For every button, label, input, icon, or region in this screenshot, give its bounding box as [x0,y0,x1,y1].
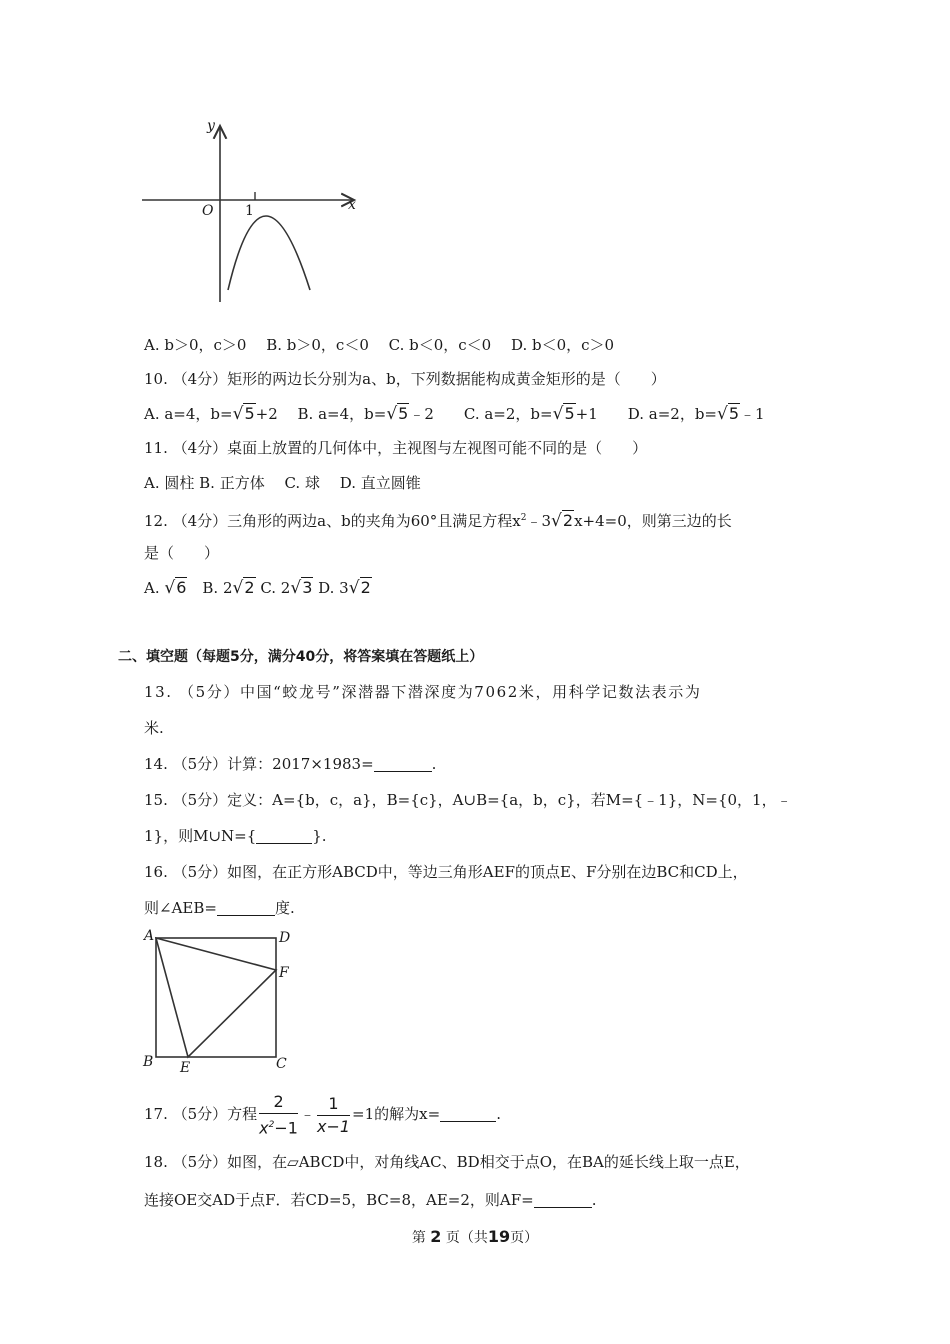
q10-stem: 10. （4分）矩形的两边长分别为a、b，下列数据能构成黄金矩形的是（ ） [144,370,666,388]
q13-line2: 米. [144,719,164,737]
q16-text: 则∠AEB= [144,899,217,917]
square-figure [140,924,300,1076]
q10-opt-b: +2 B. a=4，b= [255,405,387,423]
parabola-curve [228,216,310,290]
page-number: 2 [430,1227,442,1246]
q15-line2 [144,826,327,846]
footer-text: 第 [411,1230,426,1246]
q17-minus: ﹣ [299,1105,315,1123]
q17 [144,1090,501,1138]
page-footer [0,1227,950,1247]
footer-text: 页） [510,1230,539,1246]
q16-end: 度. [274,899,295,917]
q14-text: 14. （5分）计算：2017×1983= [144,755,374,773]
q17-text: 17. （5分）方程 [144,1105,258,1123]
q17-end: . [496,1105,501,1123]
square-abcd [156,938,276,1057]
q18-line1: 18. （5分）如图，在▱ABCD中，对角线AC、BD相交于点O，在BA的延长线上取一点E， [144,1153,750,1171]
fraction-1: $\frac{2}{x^2-1}$ [259,1091,298,1138]
q12-stem-mid: ﹣3 [526,512,552,530]
sqrt-2: √2 [551,511,574,531]
total-pages: 19 [487,1227,511,1246]
label-e: E [180,1060,191,1076]
section-title: 二、填空题（每题5分，满分40分，将答案填在答题纸上） [118,649,484,665]
tick-label: 1 [245,203,254,219]
sqrt-2: √2 [232,578,255,598]
q10-opt-end: ﹣1 [740,405,765,423]
answer-blank[interactable] [217,900,275,916]
q12-stem-line2: 是（ ） [144,544,220,562]
q12-opt-a: A. [144,579,165,597]
sqrt-2: √2 [348,578,371,598]
q15-line1: 15. （5分）定义：A={b，c，a}，B={c}，A∪B={a，b，c}，若M={﹣1}，N={0，1，﹣ [144,791,792,809]
q10-opt-d: +1 D. a=2，b= [575,405,717,423]
q10-opt-c: ﹣2 C. a=2，b= [409,405,553,423]
q18-end: . [591,1191,597,1209]
sqrt-6: √6 [164,578,187,598]
q12-stem-text: 12. （4分）三角形的两边a、b的夹角为60°且满足方程x [144,512,521,530]
q17-text-2: =1的解为x= [352,1105,441,1123]
footer-text: 页（共 [445,1230,488,1246]
q12-opt-c: C. 2 [255,579,291,597]
sqrt-5: √5 [717,404,740,424]
triangle-aef [156,938,276,1057]
label-a: A [144,928,155,944]
parabola-graph [140,112,370,307]
q15-end: }. [312,827,327,845]
origin-label: O [202,203,214,219]
q14 [144,754,436,774]
q10-opt-a: A. a=4，b= [144,405,233,423]
fraction-2: $\frac{1}{x-1}$ [316,1093,351,1136]
q12-stem-end: x+4=0，则第三边的长 [574,512,732,530]
q9-options: A. b＞0，c＞0 B. b＞0，c＜0 C. b＜0，c＜0 D. b＜0，c＞0 [144,336,615,354]
q16-line2 [144,898,295,918]
q12-exponent: 2 [520,513,527,523]
q11-stem: 11. （4分）桌面上放置的几何体中，主视图与左视图可能不同的是（ ） [144,439,648,457]
label-b: B [143,1054,154,1070]
answer-blank[interactable] [374,756,432,772]
q12-options [144,578,372,598]
q15-text: 1}，则M∪N={ [144,827,257,845]
answer-blank[interactable] [440,1106,496,1122]
sqrt-5: √5 [386,404,409,424]
q13-line1: 13. （5分）中国“蛟龙号”深潜器下潜深度为7062米，用科学记数法表示为 [144,683,702,701]
q12-opt-b: B. 2 [187,579,233,597]
sqrt-3: √3 [290,578,313,598]
answer-blank[interactable] [534,1192,592,1208]
label-c: C [276,1056,287,1072]
q18-line2 [144,1190,597,1210]
q10-options [144,404,765,424]
q18-text: 连接OE交AD于点F．若CD=5，BC=8，AE=2，则AF= [144,1191,534,1209]
sqrt-5: √5 [552,404,575,424]
answer-blank[interactable] [256,828,312,844]
sqrt-5: √5 [232,404,255,424]
q12-stem [144,508,732,531]
label-f: F [279,965,289,981]
q14-end: . [431,755,437,773]
q12-opt-d: D. 3 [313,579,349,597]
label-d: D [279,930,291,946]
x-axis-label: x [348,197,356,213]
y-axis-label: y [207,118,215,134]
q11-options: A. 圆柱 B. 正方体 C. 球 D. 直立圆锥 [144,474,421,492]
q16-line1: 16. （5分）如图，在正方形ABCD中，等边三角形AEF的顶点E、F分别在边BC和CD上， [144,863,748,881]
